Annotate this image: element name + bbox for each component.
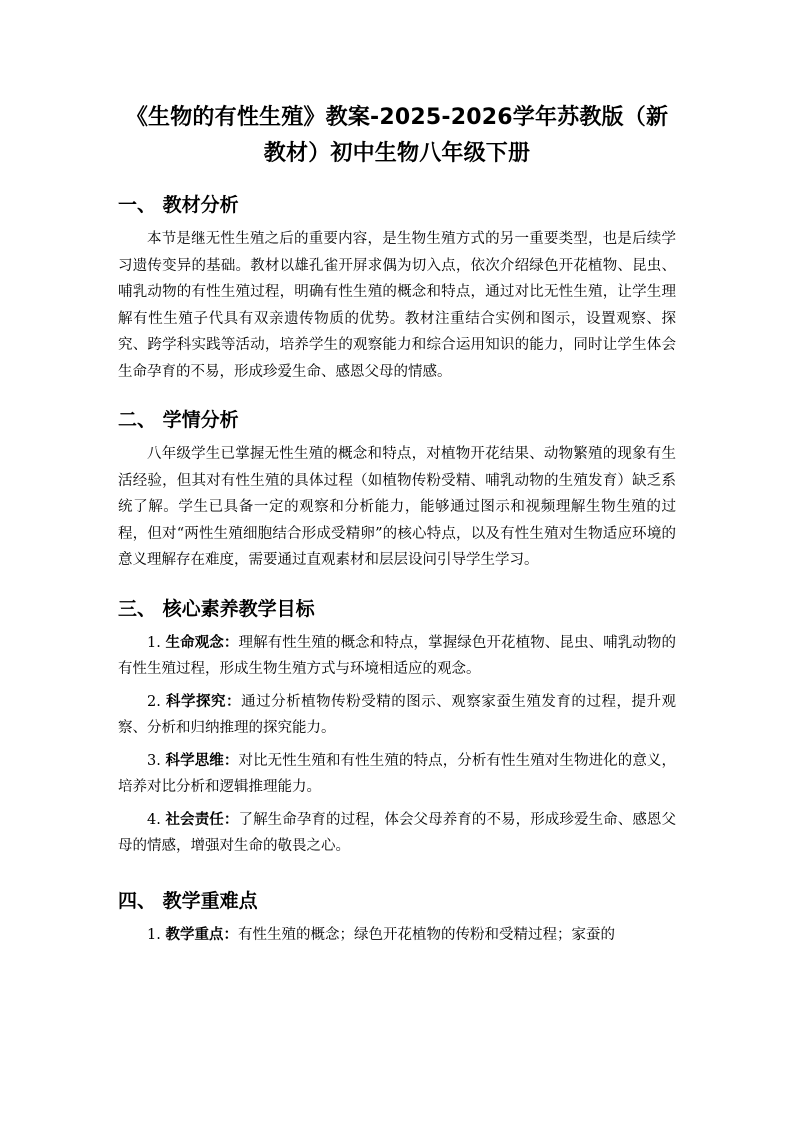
section-student-analysis	[118, 405, 676, 574]
list-item	[118, 922, 676, 949]
item-number: 3.	[147, 752, 161, 769]
list-item	[118, 689, 676, 742]
item-term: 教学重点：	[165, 926, 238, 943]
document-title	[118, 100, 676, 172]
section-heading: 三、 核心素养教学目标	[118, 597, 315, 620]
item-term: 生命观念：	[165, 634, 239, 651]
item-term: 社会责任：	[165, 811, 239, 828]
item-number: 2.	[147, 693, 161, 710]
item-text: 有性生殖的概念；绿色开花植物的传粉和受精过程；家蚕的	[237, 926, 615, 943]
section-heading: 二、 学情分析	[118, 409, 239, 431]
section-paragraph: 八年级学生已掌握无性生殖的概念和特点，对植物开花结果、动物繁殖的现象有生活经验，但其对有性生殖的具体过程（如植物传粉受精、哺乳动物的生殖发育）缺乏系统了解。学生已具备一定的观察和分析能力，能够通过图示和视频理解生物生殖的过程，但对“两性生殖细胞结合形成受精卵”的核心特点，以及有性生殖对生物适应环境的意义理解存在难度，需要通过直观素材和层层设问引导学生学习。	[118, 446, 676, 568]
item-text: 了解生命孕育的过程，体会父母养育的不易，形成珍爱生命、感恩父母的情感，增强对生命的敬畏之心。	[118, 811, 677, 854]
title-line-2: 教材）初中生物八年级下册	[263, 141, 531, 166]
item-number: 4.	[147, 811, 161, 828]
item-number: 1.	[147, 634, 161, 651]
section-paragraph: 本节是继无性生殖之后的重要内容，是生物生殖方式的另一重要类型，也是后续学习遗传变异的基础。教材以雄孔雀开屏求偶为切入点，依次介绍绿色开花植物、昆虫、哺乳动物的有性生殖过程，明确有性生殖的概念和特点，通过对比无性生殖，让学生理解有性生殖子代具有双亲遗传物质的优势。教材注重结合实例和图示，设置观察、探究、跨学科实践等活动，培养学生的观察能力和综合运用知识的能力，同时让学生体会生命孕育的不易，形成珍爱生命、感恩父母的情感。	[118, 231, 676, 380]
item-term: 科学探究：	[165, 693, 242, 710]
list-item	[118, 748, 676, 801]
spacer	[118, 866, 676, 882]
list-item	[118, 630, 676, 683]
title-line-1: 《生物的有性生殖》教案-2025-2026学年苏教版（新	[125, 105, 669, 130]
item-text: 理解有性生殖的概念和特点，掌握绿色开花植物、昆虫、哺乳动物的有性生殖过程，形成生物生殖方式与环境相适应的观念。	[118, 634, 677, 677]
item-number: 1.	[147, 926, 161, 943]
item-text: 对比无性生殖和有性生殖的特点，分析有性生殖对生物进化的意义，培养对比分析和逻辑推理能力。	[118, 752, 677, 795]
section-textbook-analysis	[118, 190, 676, 385]
section-heading: 一、 教材分析	[118, 194, 239, 216]
section-teaching-goals	[118, 594, 676, 882]
list-item	[118, 807, 676, 860]
item-text: 通过分析植物传粉受精的图示、观察家蚕生殖发育的过程，提升观察、分析和归纳推理的探究能力。	[118, 693, 677, 736]
section-key-points	[118, 886, 676, 949]
item-term: 科学思维：	[165, 752, 239, 769]
section-heading: 四、 教学重难点	[118, 889, 258, 912]
